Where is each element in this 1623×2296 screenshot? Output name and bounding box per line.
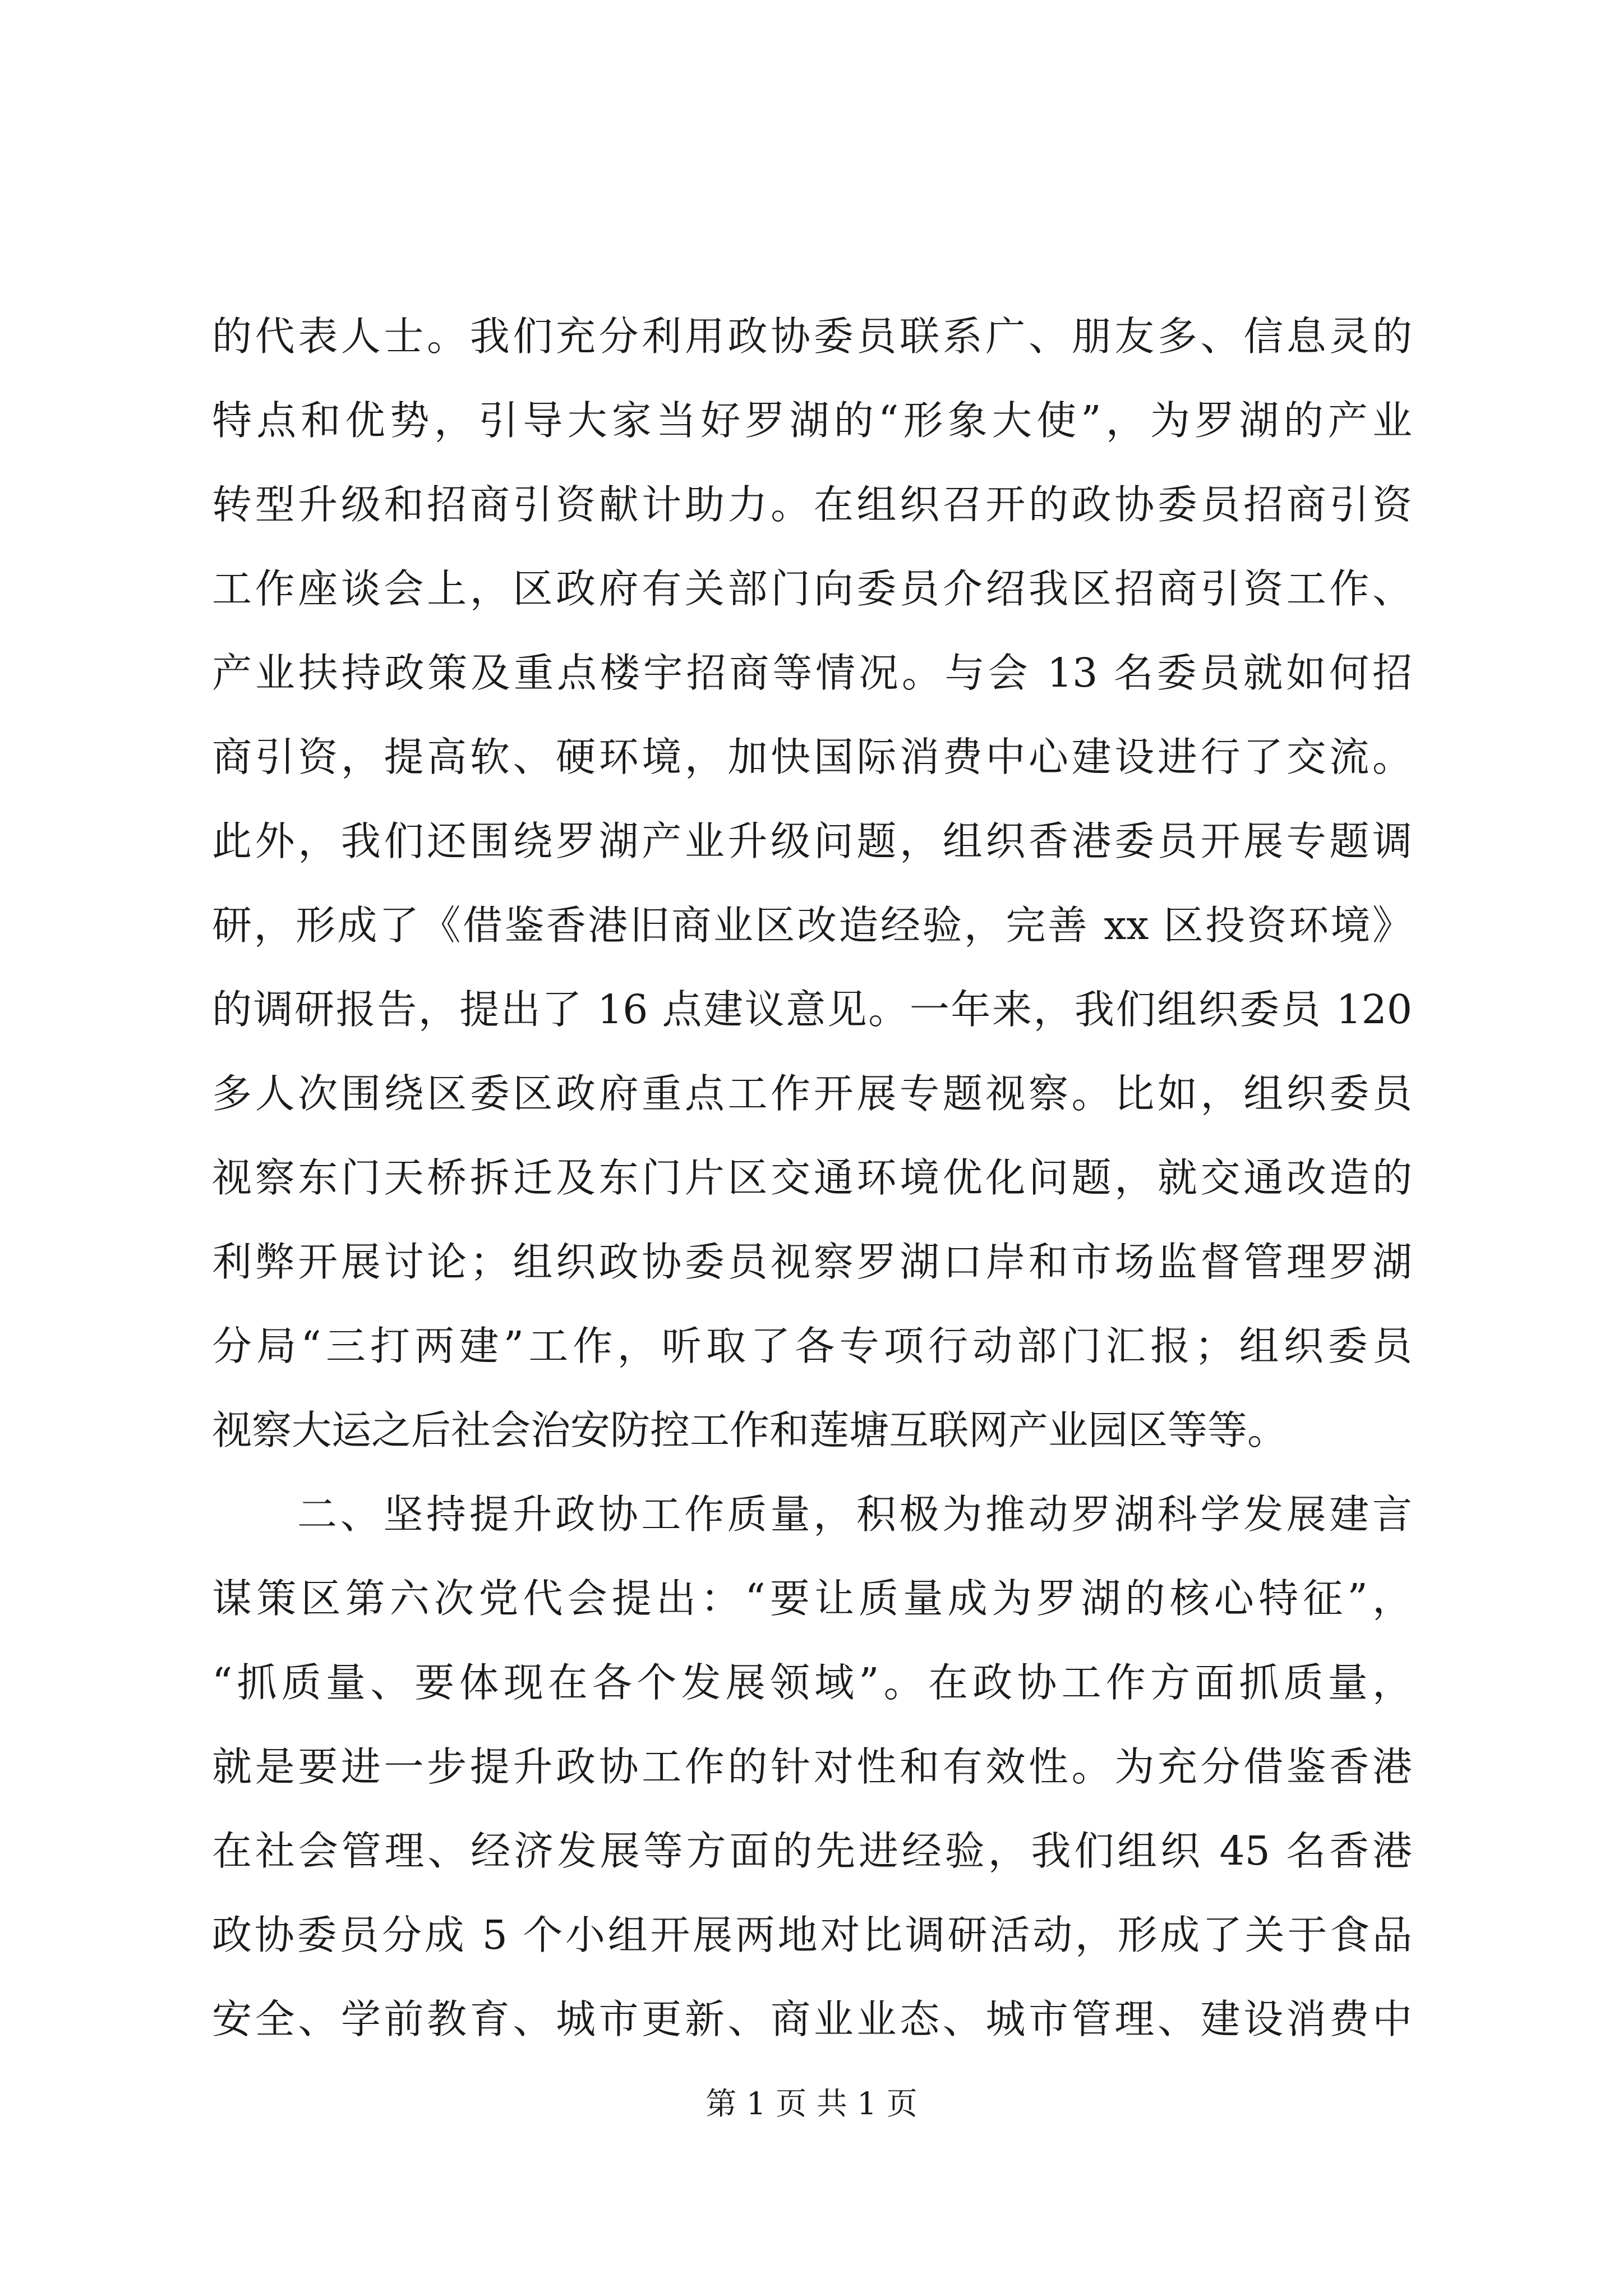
body-text-line: 多人次围绕区委区政府重点工作开展专题视察。比如，组织委员 [212,1070,1412,1117]
body-text-line: 就是要进一步提升政协工作的针对性和有效性。为充分借鉴香港 [212,1743,1412,1790]
body-text-line: 商引资，提高软、硬环境，加快国际消费中心建设进行了交流。 [212,734,1412,780]
body-text-line: 分局“三打两建”工作，听取了各专项行动部门汇报；组织委员 [212,1323,1412,1369]
body-text-line: “抓质量、要体现在各个发展领域”。在政协工作方面抓质量， [212,1659,1412,1706]
body-text-line: 政协委员分成 5 个小组开展两地对比调研活动，形成了关于食品 [212,1912,1412,1958]
body-text-line: 安全、学前教育、城市更新、商业业态、城市管理、建设消费中 [212,1996,1412,2042]
section-heading-line: 二、坚持提升政协工作质量，积极为推动罗湖科学发展建言 [297,1491,1412,1538]
body-text-line: 转型升级和招商引资献计助力。在组织召开的政协委员招商引资 [212,481,1412,528]
body-text-line: 工作座谈会上，区政府有关部门向委员介绍我区招商引资工作、 [212,565,1412,612]
page-footer: 第 1 页 共 1 页 [706,2086,917,2122]
body-text-line: 特点和优势，引导大家当好罗湖的“形象大使”，为罗湖的产业 [212,397,1412,444]
body-text-line: 产业扶持政策及重点楼宇招商等情况。与会 13 名委员就如何招 [212,650,1412,696]
body-text-line: 此外，我们还围绕罗湖产业升级问题，组织香港委员开展专题调 [212,818,1412,864]
body-text-line: 谋策区第六次党代会提出：“要让质量成为罗湖的核心特征”， [212,1575,1412,1622]
body-text-line: 利弊开展讨论；组织政协委员视察罗湖口岸和市场监督管理罗湖 [212,1239,1412,1285]
body-text-line: 在社会管理、经济发展等方面的先进经验，我们组织 45 名香港 [212,1828,1412,1874]
body-text-line: 的代表人士。我们充分利用政协委员联系广、朋友多、信息灵的 [212,313,1412,360]
body-text-line: 视察东门天桥拆迁及东门片区交通环境优化问题，就交通改造的 [212,1154,1412,1201]
body-text-line: 研，形成了《借鉴香港旧商业区改造经验，完善 xx 区投资环境》 [212,902,1412,949]
body-text-line: 视察大运之后社会治安防控工作和莲塘互联网产业园区等等。 [212,1407,1288,1453]
body-text-line: 的调研报告，提出了 16 点建议意见。一年来，我们组织委员 120 [212,986,1412,1033]
